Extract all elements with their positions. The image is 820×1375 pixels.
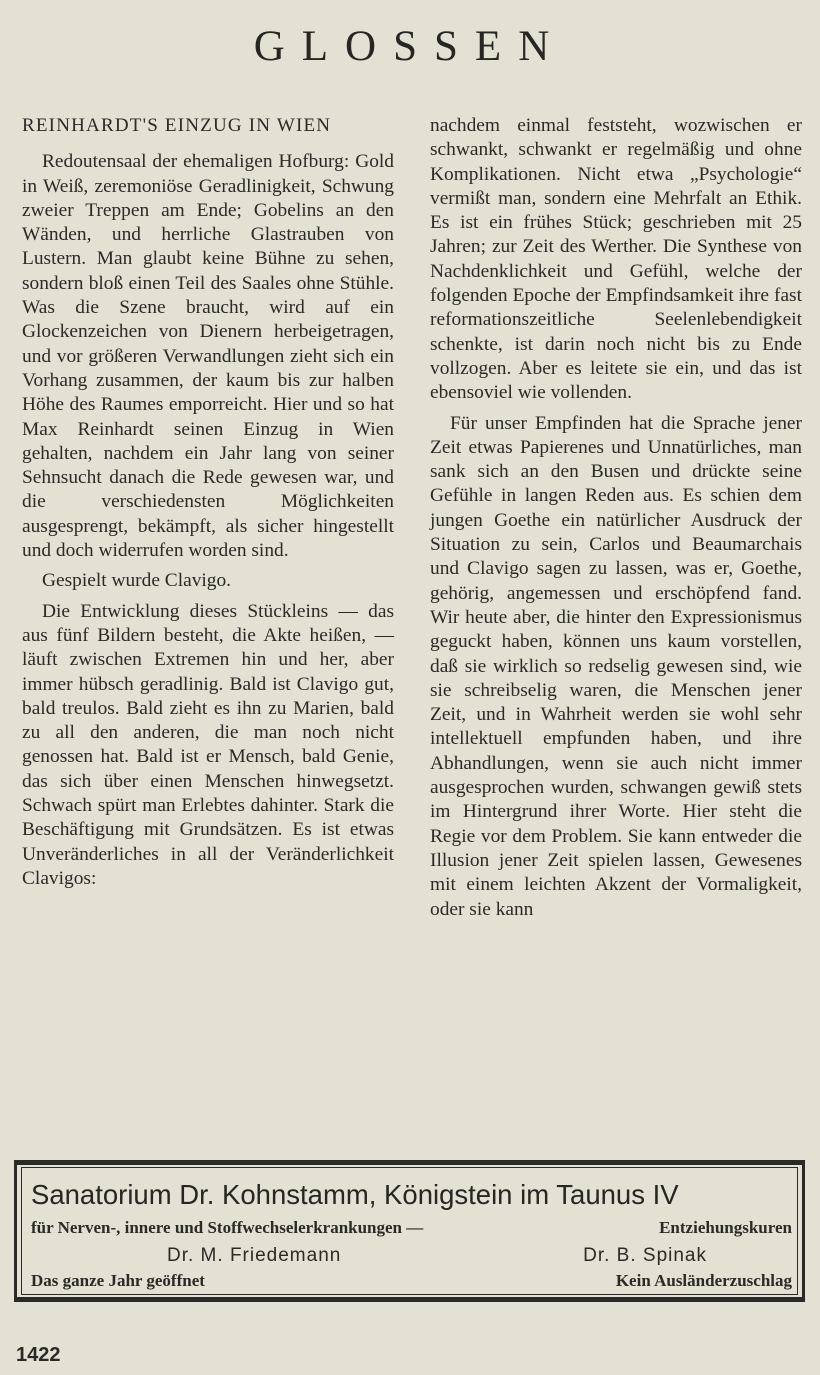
ad-doctors: [167, 1245, 707, 1267]
advertisement-box: [14, 1160, 805, 1302]
ad-doctor-name: Dr. B. Spinak: [583, 1245, 707, 1266]
page-heading: GLOSSEN: [253, 23, 567, 70]
ad-footer-left: Das ganze Jahr geöffnet: [31, 1271, 205, 1290]
article-paragraph: Redoutensaal der ehemaligen Hofburg: Gold in Weiß, zeremoniöse Geradlinigkeit, Schwung zweier Treppen am Ende; Gobelins an den Wänden, und herrliche Glastrauben von Lustern. Man glaubt keine Bühne zu sehen, sondern bloß einen Teil des Saales ohne Stühle. Was die Szene braucht, wird auf ein Glockenzeichen von Dienern herbeigetragen, und vor größeren Verwandlungen zieht sich ein Vorhang zusammen, der kaum bis zur halben Höhe des Raumes emporreicht. Hier und so hat Max Reinhardt seinen Einzug in Wien gehalten, nachdem ein Jahr lang von seiner Sehnsucht danach die Rede gewesen war, und die verschiedensten Möglichkeiten ausgesprengt, bekämpft, als sicher hingestellt und doch widerrufen worden sind.: [22, 151, 394, 562]
article-paragraph: Für unser Empfinden hat die Sprache jener Zeit etwas Papierenes und Unnatürliches, man sank sich an den Busen und drückte seine Gefühle in langen Reden aus. Es schien dem jungen Goethe ein natürlicher Ausdruck der Situation zu sein, Carlos und Beaumarchais und Clavigo sagen zu lassen, was er, Goethe, gehörig, angemessen und erschöpfend fand. Wir heute aber, die hinter den Expressionismus geguckt haben, können uns kaum vorstellen, daß sie wirklich so redselig gewesen sind, wie sie schreibselig waren, die Menschen jener Zeit, und in Wahrheit werden sie wohl sehr intellektuell empfunden haben, und ihre Abhandlungen, wenn sie auch nicht immer ausgesprochen wurden, schwangen gewiß stets im Hintergrund ihrer Worte. Hier steht die Regie vor dem Problem. Sie kann entweder die Illusion jener Zeit spielen lassen, Gewesenes mit einem leichten Akzent der Vormaligkeit, oder sie kann: [430, 412, 802, 920]
article-paragraph: nachdem einmal feststeht, wozwischen er schwankt, schwankt er regelmäßig und ohne Komplikationen. Nicht etwa „Psychologie“ vermißt man, sondern eine Mehrfalt an Ethik. Es ist ein frühes Stück; geschrieben mit 25 Jahren; zur Zeit des Werther. Die Synthese von Nachdenklichkeit und Gefühl, welche der folgenden Epoche der Empfindsamkeit ihre fast reformationszeitliche Seelenlebendigkeit schenkte, ist darin noch nicht bis zu Ende vollzogen. Aber es leitete sie ein, und das ist ebensoviel wie vollenden.: [430, 115, 802, 404]
article-column-left: [22, 114, 394, 891]
page-number: 1422: [16, 1344, 61, 1366]
article-column-right: [430, 114, 802, 922]
ad-footer: [31, 1271, 792, 1291]
ad-doctor-name: Dr. M. Friedemann: [167, 1245, 342, 1266]
ad-subtitle: [31, 1218, 792, 1238]
ad-title: Sanatorium Dr. Kohnstamm, Königstein im Taunus IV: [31, 1179, 679, 1210]
ad-footer-right: Kein Ausländerzuschlag: [615, 1271, 792, 1290]
ad-subtitle-left: für Nerven-, innere und Stoffwechselerkrankungen —: [31, 1218, 424, 1237]
article-title: REINHARDT'S EINZUG IN WIEN: [22, 115, 332, 136]
article-paragraph: Gespielt wurde Clavigo.: [42, 570, 232, 592]
ad-subtitle-right: Entziehungskuren: [659, 1218, 792, 1237]
article-paragraph: Die Entwicklung dieses Stückleins — das aus fünf Bildern besteht, die Akte heißen, — läuft zwischen Extremen hin und her, aber immer hübsch geradlinig. Bald ist Clavigo gut, bald treulos. Bald zieht es ihn zu Marien, bald zu all den anderen, die man noch nicht genossen hat. Bald ist er Mensch, bald Genie, das sich über einen Menschen hinwegsetzt. Schwach spürt man Erlebtes dahinter. Stark die Beschäftigung mit Grundsätzen. Es ist etwas Unveränderliches in all der Veränderlichkeit Clavigos:: [22, 600, 394, 889]
